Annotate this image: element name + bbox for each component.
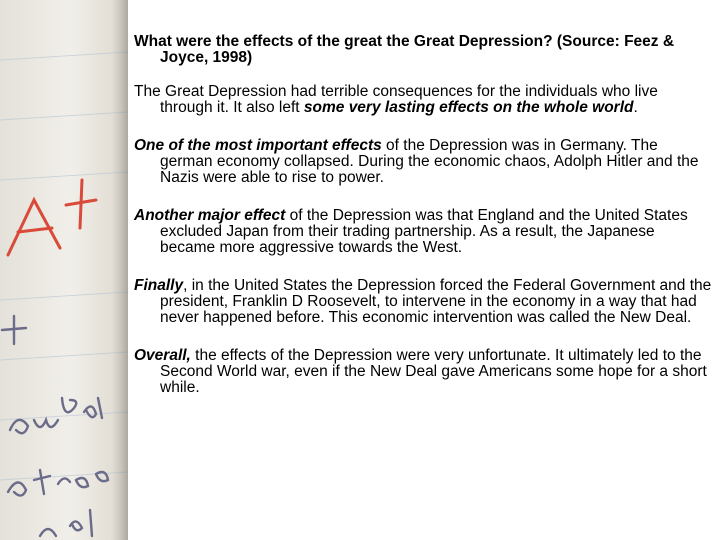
paper-sketch: [0, 0, 128, 540]
paragraph-overall: [134, 348, 714, 396]
paragraph-text: the effects of the Depression were very unfortunate. It ultimately led to the Second World war, even if the New Deal gave Americans some hope for a short while.: [160, 347, 707, 396]
paper-shadow: [112, 0, 128, 540]
question-title: What were the effects of the great the Great Depression? (Source: Feez & Joyce, 1998): [134, 33, 675, 66]
paragraph-germany: [134, 138, 714, 186]
paragraph-text: of the Depression was that England and the United States excluded Japan from their trading partnership. As a result, the Japanese became more aggressive towards the West.: [160, 207, 688, 256]
paragraph-new-deal: [134, 278, 714, 326]
paragraph-text: , in the United States the Depression forced the Federal Government and the president, Franklin D Roosevelt, to intervene in the economy in a way that had never happened before. This economic intervention was called the New Deal.: [160, 277, 712, 326]
emphasis-text: Overall,: [134, 347, 191, 364]
document-body: [134, 34, 714, 418]
paragraph-text: .: [633, 99, 638, 116]
emphasis-text: One of the most important effects: [134, 137, 382, 154]
emphasis-text: Another major effect: [134, 207, 286, 224]
handwritten-paper-image: [0, 0, 128, 540]
grade-mark: [8, 180, 96, 255]
emphasis-text: some very lasting effects on the whole world: [303, 99, 634, 116]
paragraph-text: of the Depression was in Germany. The german economy collapsed. During the economic chaos, Adolph Hitler and the Nazis were able to rise to power.: [160, 137, 699, 186]
paragraph-japan: [134, 208, 714, 256]
paragraph-intro: [134, 84, 714, 116]
emphasis-text: Finally: [134, 277, 184, 294]
paragraph-text: The Great Depression had terrible consequences for the individuals who live through it. It also left: [134, 83, 658, 116]
